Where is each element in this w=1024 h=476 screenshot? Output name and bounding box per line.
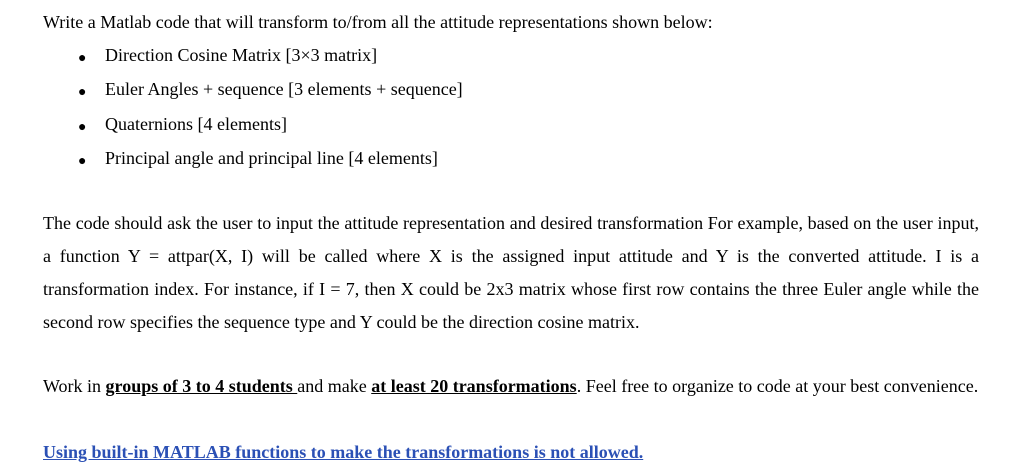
- group-size-emphasis: groups of 3 to 4 students: [105, 376, 298, 396]
- warning-line: [43, 440, 643, 464]
- group-text-3: . Feel free to organize to code at your best convenience.: [576, 376, 979, 396]
- bullet-icon: ●: [78, 153, 87, 169]
- list-item-text: Direction Cosine Matrix [3×3 matrix]: [105, 45, 378, 65]
- intro-text: Write a Matlab code that will transform to/from all the attitude representations shown below:: [43, 12, 713, 32]
- bullet-icon: ●: [78, 85, 87, 101]
- bullet-icon: ●: [78, 51, 87, 66]
- list-item-text: Euler Angles + sequence [3 elements + sequence]: [105, 79, 463, 100]
- group-text-1: Work in: [43, 376, 106, 396]
- instructions-paragraph: The code should ask the user to input the attitude representation and desired transformation For example, based on the user input, a function Y = attpar(X, I) will be called where X is the assigned input attitude and Y is the converted attitude. I is a transformation index. For instance, if I = 7, then X could be 2x3 matrix whose first row contains the three Euler angle while the second row specifies the sequence type and Y could be the direction cosine matrix.: [43, 213, 979, 332]
- builtin-warning-text: Using built-in MATLAB functions to make the transformations is not allowed.: [43, 442, 644, 462]
- list-item-text: Quaternions [4 elements]: [105, 113, 287, 134]
- list-item-text: Principal angle and principal line [4 elements]: [105, 147, 438, 168]
- group-text-2: and make: [297, 376, 372, 396]
- transformations-emphasis: at least 20 transformations: [371, 376, 577, 396]
- group-work-paragraph: [43, 370, 979, 403]
- bullet-icon: ●: [78, 119, 87, 135]
